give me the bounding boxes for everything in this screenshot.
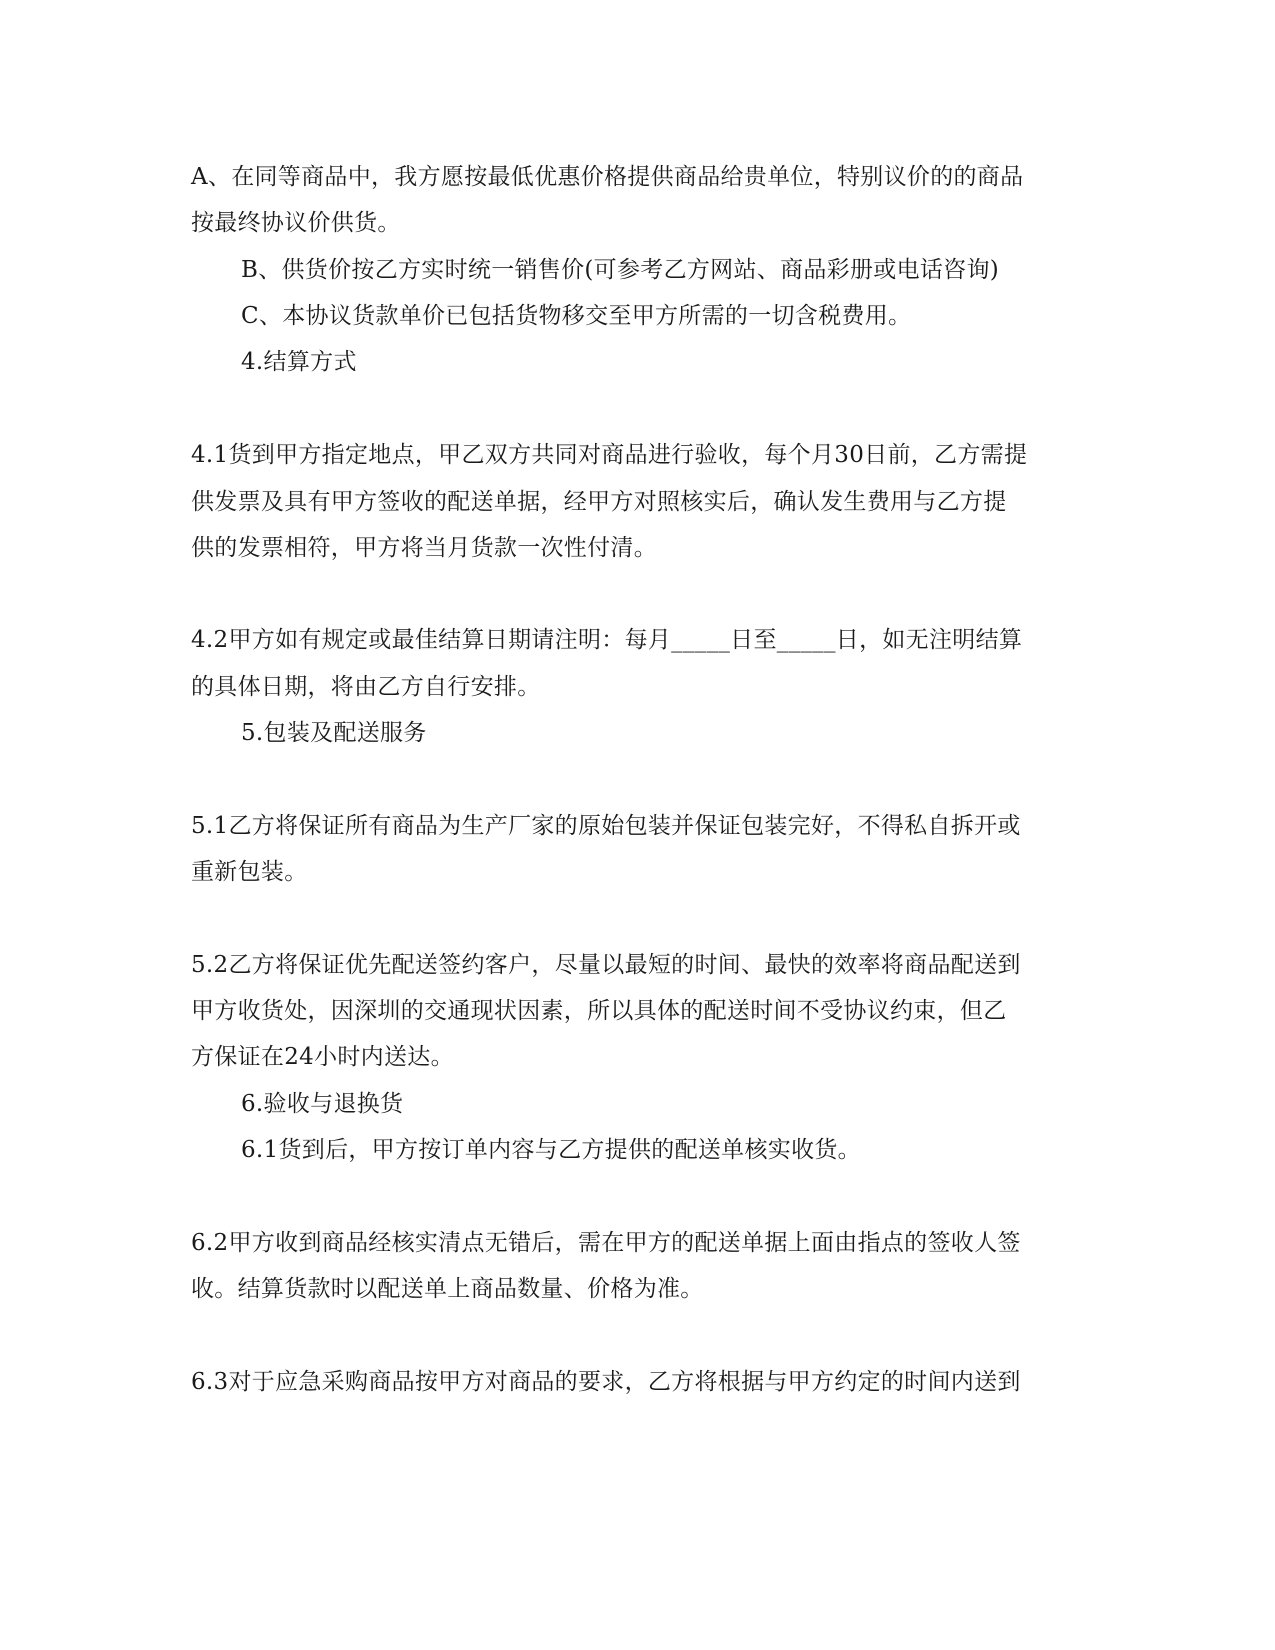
clause-4-2-line-2: 的具体日期，将由乙方自行安排。	[191, 674, 541, 700]
clause-4-2-line-1: 4.2甲方如有规定或最佳结算日期请注明：每月_____日至_____日，如无注明结算	[191, 627, 1023, 653]
clause-5-2-line-2: 甲方收货处，因深圳的交通现状因素，所以具体的配送时间不受协议约束，但乙	[191, 998, 1007, 1024]
clause-a-line-1: A、在同等商品中，我方愿按最低优惠价格提供商品给贵单位，特别议价的的商品	[191, 164, 1024, 190]
clause-b: B、供货价按乙方实时统一销售价(可参考乙方网站、商品彩册或电话咨询)	[241, 257, 1000, 283]
clause-c: C、本协议货款单价已包括货物移交至甲方所需的一切含税费用。	[241, 303, 912, 329]
clause-5-2-line-1: 5.2乙方将保证优先配送签约客户，尽量以最短的时间、最快的效率将商品配送到	[191, 952, 1021, 978]
clause-6-1: 6.1货到后，甲方按订单内容与乙方提供的配送单核实收货。	[241, 1137, 861, 1163]
section-4-heading: 4.结算方式	[241, 349, 357, 375]
clause-5-1-line-2: 重新包装。	[191, 859, 308, 885]
clause-5-1-line-1: 5.1乙方将保证所有商品为生产厂家的原始包装并保证包装完好，不得私自拆开或	[191, 813, 1021, 839]
clause-6-3-line-1: 6.3对于应急采购商品按甲方对商品的要求，乙方将根据与甲方约定的时间内送到	[191, 1369, 1021, 1395]
section-5-heading: 5.包装及配送服务	[241, 720, 427, 746]
clause-5-2-line-3: 方保证在24小时内送达。	[191, 1044, 454, 1070]
clause-4-1-line-1: 4.1货到甲方指定地点，甲乙双方共同对商品进行验收，每个月30日前，乙方需提	[191, 442, 1028, 468]
clause-6-2-line-1: 6.2甲方收到商品经核实清点无错后，需在甲方的配送单据上面由指点的签收人签	[191, 1230, 1021, 1256]
clause-4-1-line-2: 供发票及具有甲方签收的配送单据，经甲方对照核实后，确认发生费用与乙方提	[191, 489, 1007, 515]
clause-a-line-2: 按最终协议价供货。	[191, 210, 401, 236]
clause-4-1-line-3: 供的发票相符，甲方将当月货款一次性付清。	[191, 535, 657, 561]
clause-6-2-line-2: 收。结算货款时以配送单上商品数量、价格为准。	[191, 1276, 704, 1302]
section-6-heading: 6.验收与退换货	[241, 1091, 404, 1117]
